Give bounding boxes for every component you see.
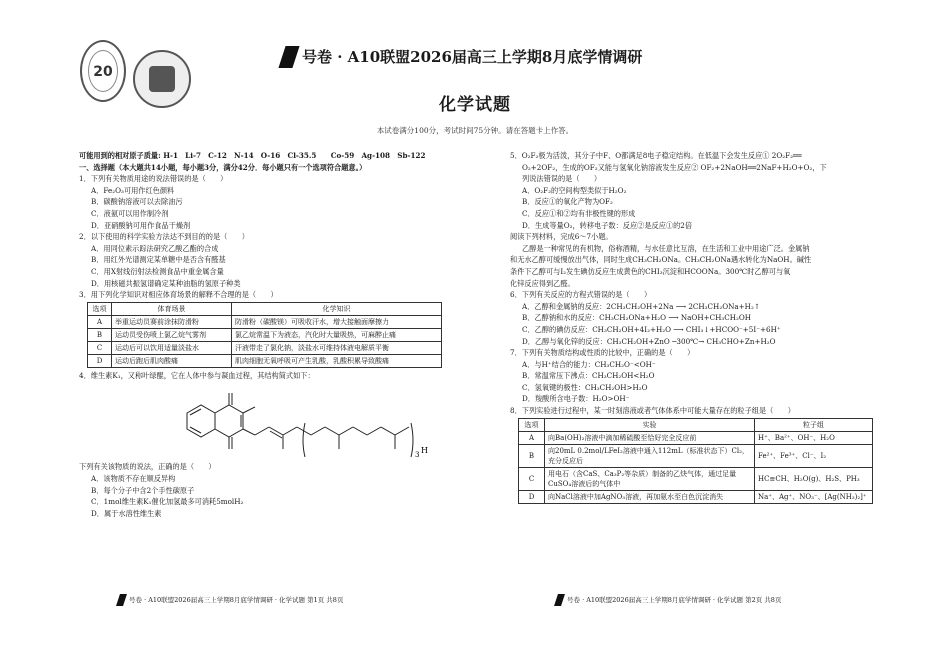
table-row bbox=[519, 490, 873, 503]
cell: 向20mL 0.2mol/LFeI₂溶液中通入112mL（标准状态下）Cl₂，充分反应后 bbox=[545, 444, 755, 467]
option: C．乙醇的碘仿反应：CH₃CH₂OH+4I₂+H₂O ⟶ CHI₃↓+HCOO⁻+5I⁻+6H⁺ bbox=[522, 324, 781, 334]
cell: 运动后可以饮用适量淡盐水 bbox=[112, 341, 232, 354]
cell: 用电石（含CaS、Ca₃P₂等杂质）制备的乙炔气体，通过足量CuSO₄溶液后的气体中 bbox=[545, 467, 755, 490]
option: D．羧酸所含电子数：H₂O>OH⁻ bbox=[522, 394, 630, 404]
option: D．用核磁共振氢谱确定某种油脂的氢原子种类 bbox=[91, 278, 241, 288]
table-q3 bbox=[87, 302, 442, 368]
question-3: 3．用下列化学知识对相应体育场景的解释不合理的是（ ） bbox=[79, 290, 278, 300]
table-header: 选项 bbox=[519, 418, 545, 431]
cell: HC≡CH、H₂O(g)、H₂S、PH₃ bbox=[755, 467, 873, 490]
option: B．乙醇钠和水的反应：CH₃CH₂ONa+H₂O ⟶ NaOH+CH₃CH₂OH bbox=[522, 313, 752, 323]
option: A．Fe₂O₃可用作红色颜料 bbox=[91, 185, 175, 195]
table-row bbox=[88, 315, 442, 328]
option: B．每个分子中含2个手性碳原子 bbox=[91, 485, 195, 495]
right-column bbox=[510, 150, 880, 506]
table-row bbox=[519, 431, 873, 444]
reading-text: 乙醇是一种常见的有机物，俗称酒精，与水任意比互溶，在生活和工业中用途广泛。金属钠 bbox=[522, 243, 810, 253]
exam-note: 本试卷满分100分，考试时间75分钟。请在答题卡上作答。 bbox=[376, 126, 574, 135]
mol-subscript: 3 bbox=[415, 451, 420, 460]
option: D．乙醇与氧化锌的反应：CH₃CH₂OH+ZnO ─300℃→ CH₃CHO+Zn+H₂O bbox=[522, 336, 776, 346]
cell: A bbox=[519, 431, 545, 444]
table-header: 选项 bbox=[88, 302, 112, 315]
brand-mark-icon bbox=[278, 46, 299, 68]
table-row bbox=[519, 467, 873, 490]
reading-heading: 阅读下列材料，完成6～7小题。 bbox=[510, 232, 613, 242]
option: D．亚硝酸钠可用作食品干燥剂 bbox=[91, 220, 191, 230]
question-5-cont: 列说法错误的是（ ） bbox=[522, 174, 602, 184]
cell: 运动员受伤喷上氯乙烷气雾剂 bbox=[112, 328, 232, 341]
cell: 氯乙烷常温下为液态，汽化时大量吸热，可麻醉止痛 bbox=[232, 328, 442, 341]
cell: B bbox=[519, 444, 545, 467]
cell: D bbox=[519, 490, 545, 503]
table-row bbox=[88, 354, 442, 367]
option: B．反应①的氧化产物为OF₂ bbox=[522, 197, 613, 207]
table-header: 实验 bbox=[545, 418, 755, 431]
option: C．用X射线衍射法检测食品中重金属含量 bbox=[91, 266, 224, 276]
cell: C bbox=[519, 467, 545, 490]
brand-mark-icon bbox=[554, 594, 565, 606]
table-row bbox=[519, 444, 873, 467]
reading-text: 化锌反应得到乙醛。 bbox=[510, 278, 575, 288]
cell: A bbox=[88, 315, 112, 328]
exam-subtitle: 化学试题 bbox=[439, 95, 511, 115]
option: A．与H⁺结合的能力：CH₃CH₂O⁻<OH⁻ bbox=[522, 359, 656, 369]
cell: 向Ba(OH)₂溶液中滴加稀硫酸至恰好完全反应前 bbox=[545, 431, 755, 444]
table-row bbox=[88, 328, 442, 341]
cell: 防滑粉（碳酸镁）可吸收汗水，增大接触面摩擦力 bbox=[232, 315, 442, 328]
option: B．常温常压下沸点：CH₃CH₂OH<H₂O bbox=[522, 371, 655, 381]
option: C．液氨可以用作制冷剂 bbox=[91, 208, 169, 218]
reading-text: 和无水乙醇可缓慢放出气体，同时生成CH₃CH₂ONa。CH₃CH₂ONa遇水转化为NaOH。碱性 bbox=[510, 255, 812, 265]
question-8: 8．下列实验进行过程中，某一时刻溶液或者气体体系中可能大量存在的粒子组是（ ） bbox=[510, 406, 795, 416]
option: A．用同位素示踪法研究乙酸乙酯的合成 bbox=[91, 243, 219, 253]
question-1: 1．下列有关物质用途的说法错误的是（ ） bbox=[79, 174, 228, 184]
question-6: 6．下列有关反应的方程式错误的是（ ） bbox=[510, 290, 652, 300]
option: A．该物质不存在顺反异构 bbox=[91, 473, 176, 483]
option: D．属于水溶性维生素 bbox=[91, 508, 162, 518]
question-4-stem: 下列有关该物质的说法，正确的是（ ） bbox=[79, 462, 216, 472]
question-4: 4．维生素K₁，又称叶绿醌，它在人体中参与凝血过程，其结构简式如下： bbox=[79, 370, 315, 380]
table-row bbox=[88, 341, 442, 354]
cell: Na⁺、Ag⁺、NO₃⁻、[Ag(NH₃)₂]⁺ bbox=[755, 490, 873, 503]
exam-title: 号卷 · A10联盟2026届高三上学期8月底学情调研 bbox=[302, 48, 643, 66]
table-header: 体育场景 bbox=[112, 302, 232, 315]
option: C．氢氧键的极性：CH₃CH₂OH>H₂O bbox=[522, 382, 648, 392]
footer-right bbox=[556, 594, 781, 606]
option: B．碳酸钠溶液可以去除油污 bbox=[91, 197, 183, 207]
mol-hydrogen: H bbox=[421, 446, 428, 456]
footer-left bbox=[118, 594, 343, 606]
cell: Fe²⁺、Fe³⁺、Cl⁻、I₂ bbox=[755, 444, 873, 467]
option: C．1mol维生素K₁催化加氢最多可消耗5molH₂ bbox=[91, 497, 244, 507]
seal-number: 20 bbox=[88, 50, 118, 92]
question-5-cont: O₂+2OF₂，生成的OF₂又能与氢氧化钠溶液发生反应② OF₂+2NaOH══2NaF+H₂O+O₂，下 bbox=[522, 162, 827, 172]
option: C．反应①和②均有非极性键的形成 bbox=[522, 208, 636, 218]
cell: 向NaCl溶液中加AgNO₃溶液，再加氨水至白色沉淀消失 bbox=[545, 490, 755, 503]
table-q8 bbox=[518, 418, 873, 504]
footer-left-text: 号卷 · A10联盟2026届高三上学期8月底学情调研 · 化学试题 第1页 共8页 bbox=[129, 596, 344, 604]
table-header: 粒子组 bbox=[755, 418, 873, 431]
section-heading: 一、选择题（本大题共14小题，每小题3分，满分42分．每小题只有一个选项符合题意。） bbox=[79, 162, 367, 172]
cell: 肌肉细胞无氧呼吸可产生乳酸，乳酸积累导致酸痛 bbox=[232, 354, 442, 367]
brand-mark-icon bbox=[116, 594, 127, 606]
option: A．乙醇和金属钠的反应：2CH₃CH₂OH+2Na ⟶ 2CH₃CH₂ONa+H₂↑ bbox=[522, 301, 760, 311]
question-7: 7．下列有关物质结构或性质的比较中，正确的是（ ） bbox=[510, 348, 695, 358]
reading-text: 条件下乙醇可与I₂发生碘仿反应生成黄色的CHI₃沉淀和HCOONa。300℃时乙醇可与氧 bbox=[510, 266, 791, 276]
option: D．生成等量O₂，转移电子数：反应②是反应①的2倍 bbox=[522, 220, 693, 230]
table-header: 化学知识 bbox=[232, 302, 442, 315]
cell: B bbox=[88, 328, 112, 341]
seal-core bbox=[149, 66, 175, 92]
cell: 举重运动员赛前涂抹防滑粉 bbox=[112, 315, 232, 328]
cell: 汗液带走了氯化钠，淡盐水可维持体液电解质平衡 bbox=[232, 341, 442, 354]
option: B．用红外光谱测定某单糖中是否含有醛基 bbox=[91, 255, 226, 265]
footer-right-text: 号卷 · A10联盟2026届高三上学期8月底学情调研 · 化学试题 第2页 共8页 bbox=[567, 596, 782, 604]
question-5: 5．O₂F₂极为活泼，其分子中F、O都满足8电子稳定结构。在低温下会发生反应① 2O₂F₂══ bbox=[510, 151, 802, 160]
atomic-masses: 可能用到的相对原子质量: H-1 Li-7 C-12 N-14 O-16 Cl-35.5 Co-59 Ag-108 Sb-122 bbox=[79, 151, 426, 160]
option: A．O₂F₂的空间构型类似于H₂O₂ bbox=[522, 185, 627, 195]
cell: 运动后跑后肌肉酸痛 bbox=[112, 354, 232, 367]
cell: H⁺、Ba²⁺、OH⁻、H₂O bbox=[755, 431, 873, 444]
cell: C bbox=[88, 341, 112, 354]
left-column bbox=[79, 150, 489, 519]
cell: D bbox=[88, 354, 112, 367]
question-2: 2．以下使用的科学实验方法达不到目的的是（ ） bbox=[79, 232, 249, 242]
vitamin-k1-structure bbox=[179, 383, 439, 461]
